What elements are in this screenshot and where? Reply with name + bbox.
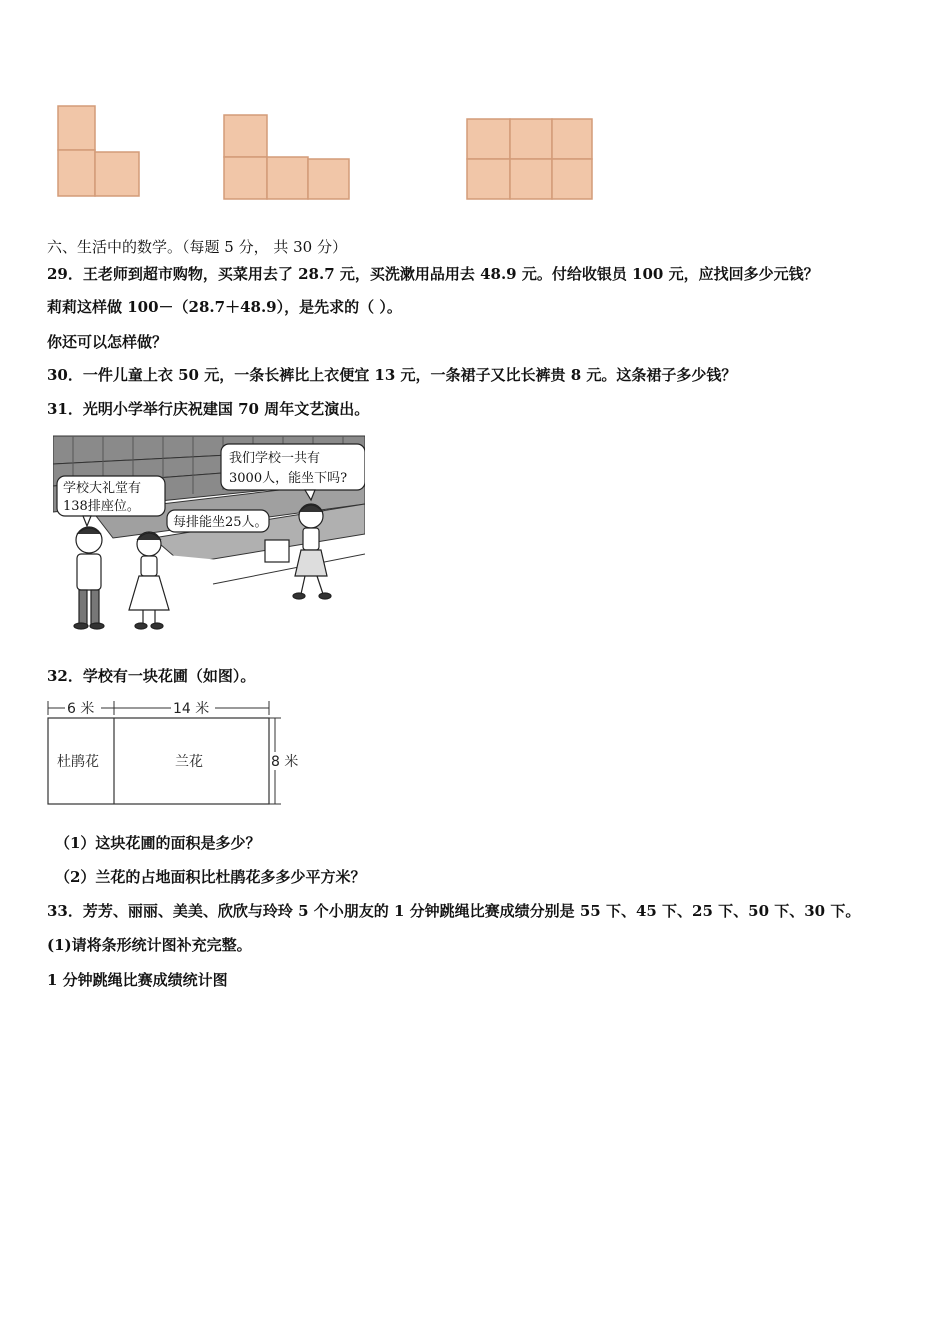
bubble-left-line2: 138排座位。	[63, 499, 140, 514]
bubble-middle-text: 每排能坐25人。	[173, 515, 268, 530]
bubble-right-line1: 我们学校一共有	[229, 451, 321, 466]
section-6-title: 六、生活中的数学。（每题 5 分， 共 30 分）	[47, 238, 347, 256]
question-30: 30．一件儿童上衣 50 元，一条长裤比上衣便宜 13 元，一条裙子又比长裤贵 8 元。这条裙子多少钱？	[47, 366, 737, 384]
auditorium-illustration	[53, 434, 365, 632]
bubble-left-line1: 学校大礼堂有	[63, 481, 142, 496]
question-32-sub1: （1）这块花圃的面积是多少？	[55, 834, 261, 852]
question-32-sub2: （2）兰花的占地面积比杜鹃花多多少平方米？	[55, 868, 366, 886]
figure-2	[224, 115, 349, 199]
azalea-label: 杜鹃花	[57, 754, 99, 770]
block-view-figures	[0, 0, 950, 215]
question-29: 29．王老师到超市购物，买菜用去了 28.7 元，买洗漱用品用去 48.9 元。付给收银员 100 元，应找回多少元钱？	[47, 265, 819, 283]
bubble-right-line2: 3000人，能坐下吗?	[229, 471, 348, 486]
question-29-line2: 莉莉这样做 100－（28.7＋48.9），是先求的（ ）。	[47, 298, 402, 316]
figure-1	[58, 106, 139, 196]
question-29-line3: 你还可以怎样做？	[47, 333, 168, 351]
garden-diagram	[45, 696, 305, 808]
height-label: 8 米	[271, 754, 299, 770]
question-32: 32．学校有一块花圃（如图）。	[47, 667, 256, 685]
speech-bubble-middle	[167, 510, 269, 532]
right-width-label: 14 米	[173, 701, 210, 717]
figure-3	[467, 119, 592, 199]
question-33-sub1: (1)请将条形统计图补充完整。	[47, 936, 252, 954]
question-31: 31．光明小学举行庆祝建国 70 周年文艺演出。	[47, 400, 370, 418]
left-width-label: 6 米	[67, 701, 95, 717]
chart-title: 1 分钟跳绳比赛成绩统计图	[47, 971, 228, 989]
orchid-label: 兰花	[175, 754, 203, 770]
question-33: 33．芳芳、丽丽、美美、欣欣与玲玲 5 个小朋友的 1 分钟跳绳比赛成绩分别是 55 下、45 下、25 下、50 下、30 下。	[47, 902, 861, 920]
